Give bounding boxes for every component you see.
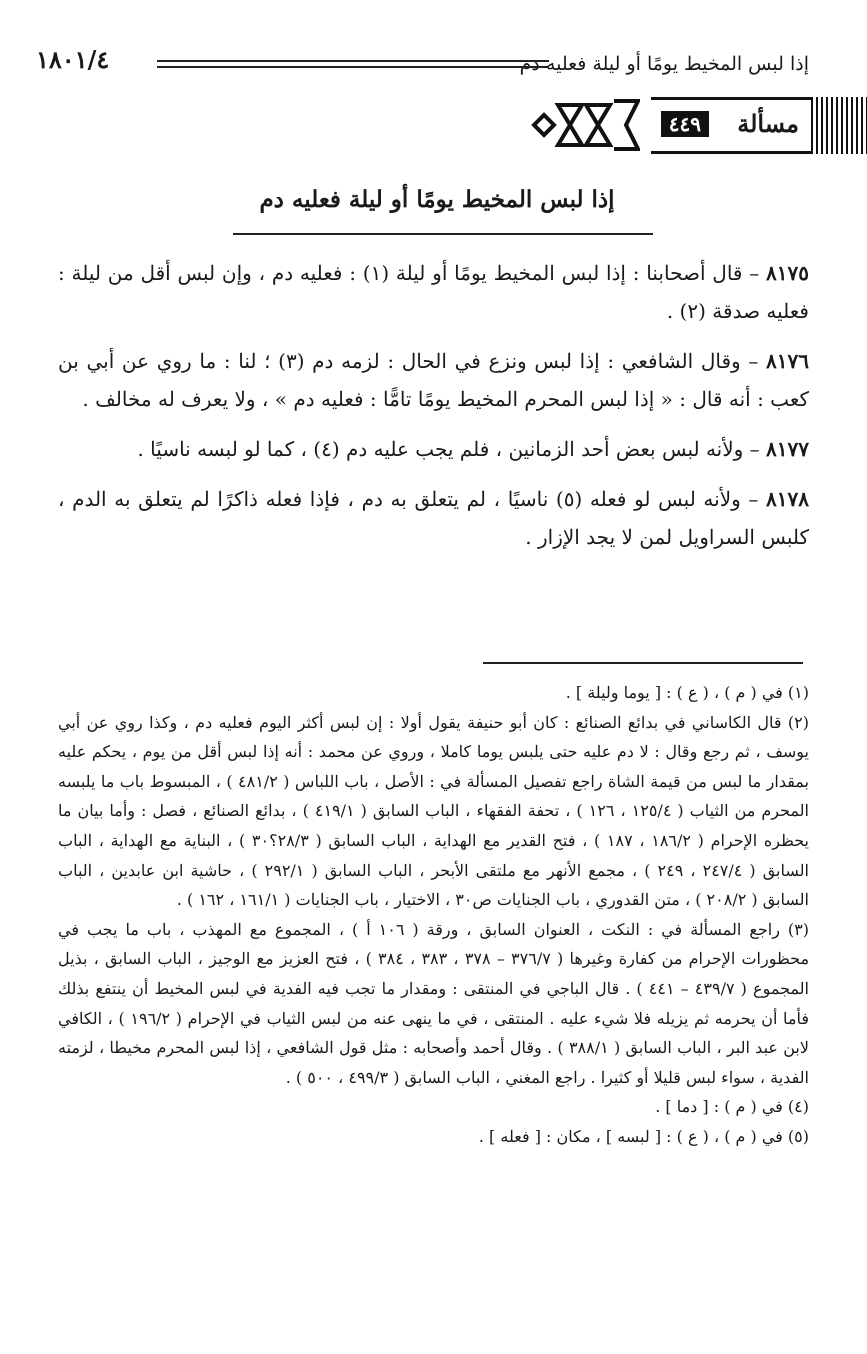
paragraph-number: ٨١٧٧ xyxy=(766,437,809,461)
section-title: إذا لبس المخيط يومًا أو ليلة فعليه دم xyxy=(259,186,615,213)
footnote: (٤) في ( م ) : [ دما ] . xyxy=(655,1097,809,1117)
paragraph-number: ٨١٧٥ xyxy=(766,261,810,285)
banner-bars-ornament xyxy=(811,97,867,154)
paragraph-text: – ولأنه لبس بعض أحد الزمانين ، فلم يجب عليه دم (٤) ، كما لو لبسه ناسيًا . xyxy=(137,437,767,461)
paragraph-text: – قال أصحابنا : إذا لبس المخيط يومًا أو ليلة (١) : فعليه دم ، وإن لبس أقل من ليلة : فعليه صدقة (٢) . xyxy=(58,261,809,323)
footnotes xyxy=(58,678,809,1152)
masala-label: مسألة xyxy=(737,109,799,138)
masala-number: ٤٤٩ xyxy=(661,111,709,137)
footnote: (٣) راجع المسألة في : النكت ، العنوان السابق ، ورقة ( ١٠٦ أ ) ، المجموع مع المهذب ، باب ما يجب في محظورات الإحرام من كفارة وغيرها ( ٣٧٦/٧ – ٣٧٨ ، ٣٨٣ ، ٣٨٤ ) ، فتح العزيز مع الوجيز ، الباب السابق ، بذيل المجموع ( ٤٣٩/٧ – ٤٤١ ) . قال الباجي في المنتقى : ومقدار ما تجب فيه الفدية في لبس المخيط أن ينتفع بذلك فأما أن يحرمه ثم يزيله فلا شيء عليه . المنتقى ، في ما ينهى عنه من لبس الثياب في الإحرام ( ١٩٦/٢ ) ، الكافي لابن عبد البر ، الباب السابق ( ٣٨٨/١ ) . وقال أحمد وأصحابه : مثل قول الشافعي ، إذا لبس المحرم مخيطا ، لزمته الفدية ، سواء لبس قليلا أو كثيرا . راجع المغني ، الباب السابق ( ٤٩٩/٣ ، ٥٠٠ ) . xyxy=(58,919,810,1087)
section-title-underline xyxy=(233,233,653,235)
running-header-title: إذا لبس المخيط يومًا أو ليلة فعليه دم xyxy=(519,53,809,75)
footnote: (٥) في ( م ) ، ( ع ) : [ لبسه ] ، مكان : [ فعله ] . xyxy=(478,1126,809,1146)
paragraph xyxy=(58,480,809,556)
running-header-rule xyxy=(157,60,549,68)
paragraph xyxy=(58,342,809,418)
knot-ornament-icon xyxy=(530,97,640,154)
masala-banner xyxy=(530,97,867,154)
footnote: (١) في ( م ) ، ( ع ) : [ يوما وليلة ] . xyxy=(565,683,809,702)
main-text xyxy=(58,254,809,568)
footnote: (٢) قال الكاساني في بدائع الصنائع : كان أبو حنيفة يقول أولا : إن لبس أكثر اليوم فعليه دم ، وكذا روي عن أبي يوسف ، ثم رجع وقال : لا دم عليه حتى يلبس يوما كاملا ، وروي عن محمد : أنه إذا لبس أقل من يوم ، يحكم عليه بمقدار ما لبس من قيمة الشاة راجع تفصيل المسألة في : الأصل ، باب اللباس ( ٤٨١/٢ ) ، المبسوط باب ما يلبسه المحرم من الثياب ( ١٢٥/٤ ، ١٢٦ ) ، تحفة الفقهاء ، الباب السابق ( ٤١٩/١ ) ، بدائع الصنائع ، فصل : وأما بيان ما يحظره الإحرام ( ١٨٦/٢ ، ١٨٧ ) ، فتح القدير مع الهداية ، الباب السابق ( ٢٨/٣؟٣٠ ) ، البناية مع الهداية ، الباب السابق ( ٢٤٧/٤ ، ٢٤٩ ) ، مجمع الأنهر مع ملتقى الأبحر ، الباب السابق ( ٢٩٢/١ ) ، حاشية ابن عابدين ، الباب السابق ( ٢٠٨/٢ ) ، متن القدوري ، باب الجنايات ص٣٠ ، الاختيار ، باب الجنايات ( ١٦١/١ ، ١٦٢ ) . xyxy=(58,712,810,910)
paragraph-number: ٨١٧٨ xyxy=(766,487,809,511)
paragraph xyxy=(58,430,809,468)
paragraph-number: ٨١٧٦ xyxy=(766,349,810,373)
page-reference: ١٨٠١/٤ xyxy=(36,45,110,74)
paragraph xyxy=(58,254,809,330)
paragraph-text: – ولأنه لبس لو فعله (٥) ناسيًا ، لم يتعلق به دم ، فإذا فعله ذاكرًا لم يتعلق به الدم ، كلبس السراويل لمن لا يجد الإزار . xyxy=(58,487,809,549)
footnote-separator xyxy=(483,662,803,664)
paragraph-text: – وقال الشافعي : إذا لبس ونزع في الحال : لزمه دم (٣) ؛ لنا : ما روي عن أبي بن كعب : أنه قال : « إذا لبس المحرم المخيط يومًا تامًّا : فعليه دم » ، ولا يعرف له مخالف . xyxy=(58,349,809,411)
